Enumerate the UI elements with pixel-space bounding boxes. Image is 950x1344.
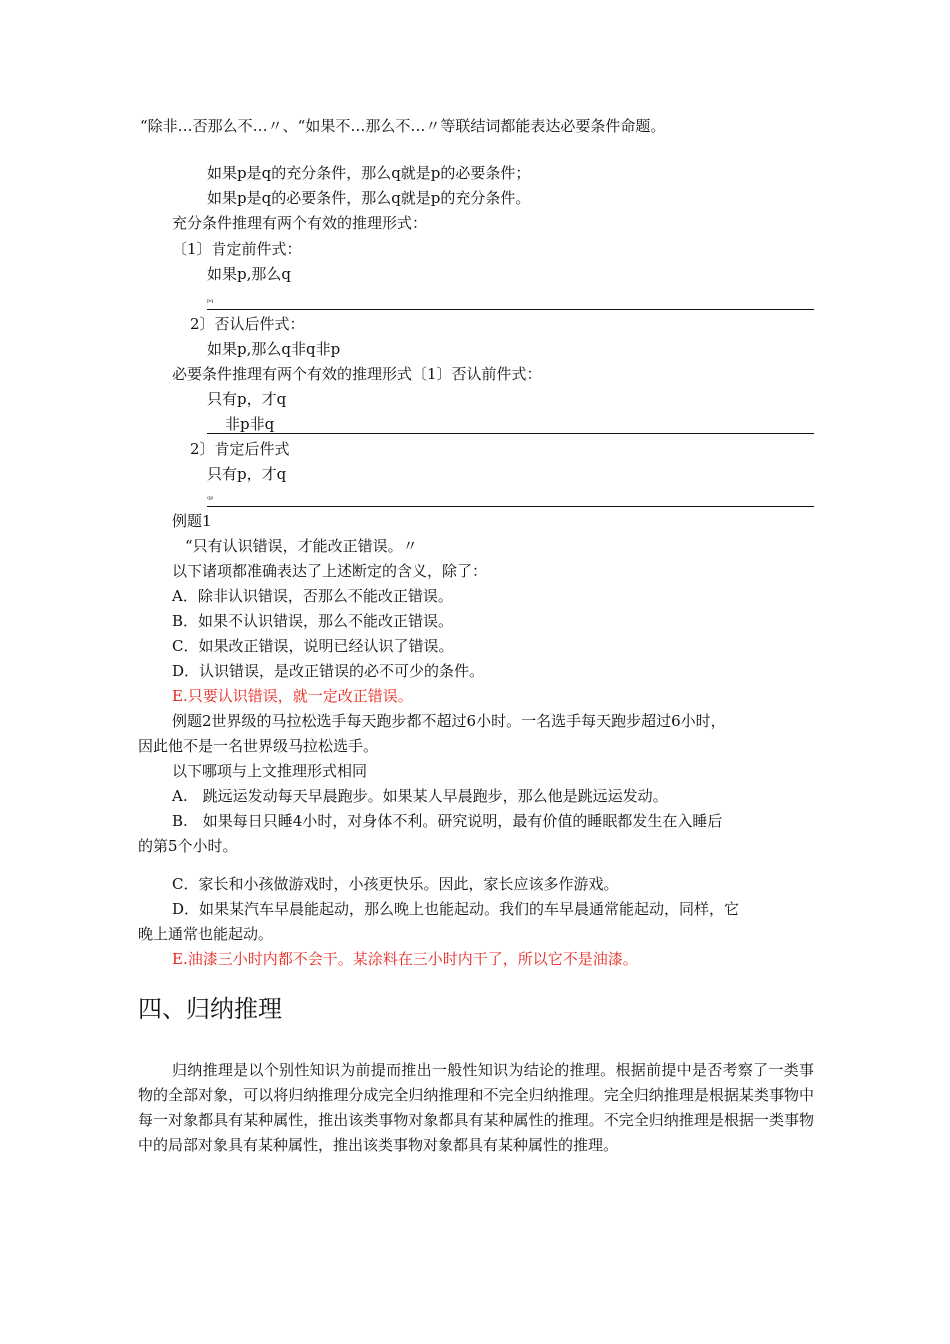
option-b-continued: 的第5个小时。: [138, 837, 238, 855]
inference-rule: [207, 506, 814, 507]
text-line: 只有p，才q: [207, 390, 287, 408]
section-heading: 四、归纳推理: [138, 995, 282, 1023]
option-d: D．如果某汽车早晨能起动，那么晚上也能起动。我们的车早晨通常能起动，同样，它: [172, 900, 740, 918]
body-paragraph: 归纳推理是以个别性知识为前提而推出一般性知识为结论的推理。根据前提中是否考察了一类事物的全部对象，可以将归纳推理分成完全归纳推理和不完全归纳推理。完全归纳推理是根据某类事物中每一对象都具有某种属性，推出该类事物对象都具有某种属性的推理。不完全归纳推理是根据一类事物中的局部对象具有某种属性，推出该类事物对象都具有某种属性的推理。: [138, 1061, 814, 1154]
inference-rule: [207, 433, 814, 434]
tiny-label: qp: [207, 495, 214, 501]
option-b: B．如果不认识错误，那么不能改正错误。: [172, 612, 454, 630]
text-line: “除非…否那么不…〃、“如果不…那么不…〃等联结词都能表达必要条件命题。: [140, 117, 666, 135]
example-title: 例题1: [172, 512, 212, 530]
option-a: A. 跳远运发动每天早晨跑步。如果某人早晨跑步，那么他是跳远运发动。: [172, 787, 668, 805]
text-line: 以下诸项都准确表达了上述断定的含义，除了：: [172, 562, 488, 580]
option-e-answer: E.油漆三小时内都不会干。某涂料在三小时内干了，所以它不是油漆。: [172, 950, 638, 968]
text-line: 2〕肯定后件式: [190, 440, 290, 458]
text-line: 以下哪项与上文推理形式相同: [172, 762, 368, 780]
option-d: D．认识错误，是改正错误的必不可少的条件。: [172, 662, 485, 680]
text-line: 〔1〕肯定前件式：: [172, 240, 302, 258]
option-c: C．如果改正错误，说明已经认识了错误。: [172, 637, 454, 655]
example-text: 例题2世界级的马拉松选手每天跑步都不超过6小时。一名选手每天跑步超过6小时，: [172, 712, 726, 730]
text-line: 非p非q: [225, 415, 275, 433]
inference-rule: [207, 309, 814, 310]
option-b: B. 如果每日只睡4小时，对身体不利。研究说明，最有价值的睡眠都发生在入睡后: [172, 812, 723, 830]
text-line: “只有认识错误，才能改正错误。〃: [185, 537, 418, 555]
text-line: 充分条件推理有两个有效的推理形式：: [172, 214, 428, 232]
text-line: 只有p，才q: [207, 465, 287, 483]
text-line: 如果p,那么q: [207, 265, 291, 283]
option-d-continued: 晚上通常也能起动。: [138, 925, 274, 943]
example-text: 因此他不是一名世界级马拉松选手。: [138, 737, 379, 755]
text-line: 如果p是q的充分条件，那么q就是p的必要条件；: [207, 164, 531, 182]
text-line: 如果p是q的必要条件，那么q就是p的充分条件。: [207, 189, 531, 207]
option-e-answer: E.只要认识错误，就一定改正错误。: [172, 687, 413, 705]
text-line: 如果p,那么q非q非p: [207, 340, 341, 358]
text-line: 必要条件推理有两个有效的推理形式〔1〕否认前件式：: [172, 365, 542, 383]
option-a: A．除非认识错误，否那么不能改正错误。: [172, 587, 453, 605]
text-line: 2〕否认后件式：: [190, 315, 305, 333]
tiny-label: pq: [207, 298, 214, 304]
option-c: C．家长和小孩做游戏时，小孩更快乐。因此，家长应该多作游戏。: [172, 875, 619, 893]
